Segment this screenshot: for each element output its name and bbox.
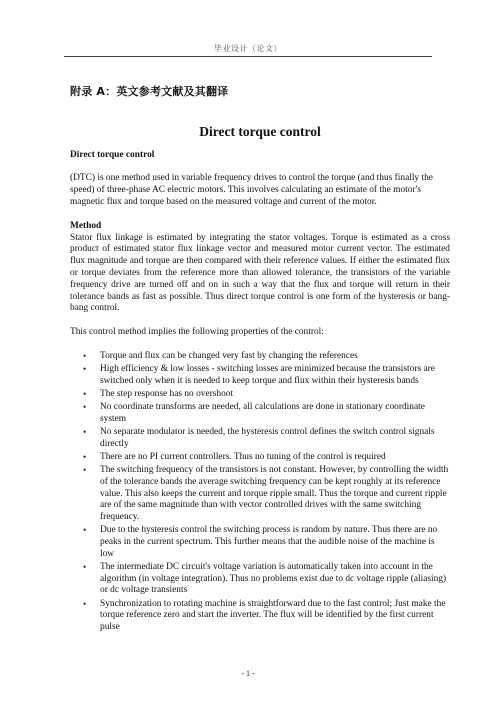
- document-title: Direct torque control: [199, 123, 321, 139]
- list-item-text: The step response has no overshoot: [100, 388, 234, 399]
- list-item-text: There are no PI current controllers. Thus no tuning of the control is required: [100, 451, 386, 462]
- page-body: [70, 86, 450, 635]
- list-item: [83, 350, 450, 363]
- list-item-text: No coordinate transforms are needed, all calculations are done in stationary coordinate system: [100, 402, 425, 424]
- bullet-icon: •: [83, 364, 87, 375]
- list-item: [83, 426, 450, 451]
- appendix-heading: 附录 A：英文参考文献及其翻译: [70, 85, 229, 98]
- method-paragraph: Stator flux linkage is estimated by integrating the stator voltages. Torque is estimated as a cross product of estimated stator flux linkage vector and measured motor current vector. The estimated flux magnitude and torque are then compared with their reference values. If either the estimated flux or torque deviates from the reference more than allowed tolerance, the transistors of the variable frequency drive are turned off and on in such a way that the flux and torque will return in their tolerance bands as fast as possible. Thus direct torque control is one form of the hysteresis or bang-bang control.: [70, 232, 450, 314]
- bullet-icon: •: [83, 598, 87, 609]
- list-item-text: Synchronization to rotating machine is straightforward due to the fast control; Just make the torque reference zero and start the inverter. The flux will be identified by the first current pulse: [100, 598, 446, 633]
- properties-intro: This control method implies the following properties of the control:: [70, 327, 324, 338]
- list-item-text: The intermediate DC circuit's voltage variation is automatically taken into account in the algorithm (in voltage integration). Thus no problems exist due to dc voltage ripple (aliasing) or dc voltage transients: [100, 561, 447, 596]
- list-item: [83, 388, 450, 401]
- list-item-text: The switching frequency of the transistors is not constant. However, by controlling the width of the tolerance bands the average switching frequency can be kept roughly at its reference value. This also keeps the current and torque ripple small. Thus the torque and current ripple are of the same magnitude than with vector controlled drives with the same switching frequency.: [100, 464, 449, 523]
- list-item: [83, 364, 450, 388]
- bullet-icon: •: [83, 426, 87, 437]
- list-item-text: No separate modulator is needed, the hysteresis control defines the switch control signals directly: [100, 426, 435, 449]
- page-header: 毕业设计（论文）: [214, 44, 282, 53]
- method-section: [70, 221, 450, 315]
- list-item: [83, 451, 450, 464]
- list-item: [83, 598, 450, 634]
- page-number: - 1 -: [241, 669, 255, 678]
- list-item-text: Torque and flux can be changed very fast by changing the references: [100, 350, 358, 361]
- bullet-icon: •: [83, 525, 87, 536]
- bullet-icon: •: [83, 451, 87, 462]
- list-item-text: High efficiency & low losses - switching losses are minimized because the transistors are switched only when it is needed to keep torque and flux within their hysteresis bands: [100, 364, 435, 386]
- bullet-icon: •: [83, 350, 87, 361]
- list-item: [83, 464, 450, 524]
- properties-list: [70, 351, 450, 634]
- method-heading: Method: [70, 220, 102, 231]
- header-rule: [64, 56, 432, 57]
- bullet-icon: •: [83, 402, 87, 413]
- bullet-icon: •: [83, 388, 87, 399]
- bullet-icon: •: [83, 561, 87, 572]
- section-subheading: Direct torque control: [70, 149, 155, 160]
- list-item: [83, 525, 450, 560]
- list-item: [83, 402, 450, 426]
- intro-paragraph: (DTC) is one method used in variable frequency drives to control the torque (and thus finally the speed) of three-phase AC electric motors. This involves calculating an estimate of the motor's magnetic flux and torque based on the measured voltage and current of the motor.: [70, 173, 433, 207]
- list-item: [83, 561, 450, 597]
- bullet-icon: •: [83, 464, 87, 475]
- list-item-text: Due to the hysteresis control the switching process is random by nature. Thus there are no peaks in the current spectrum. This further means that the audible noise of the machine is low: [100, 525, 438, 559]
